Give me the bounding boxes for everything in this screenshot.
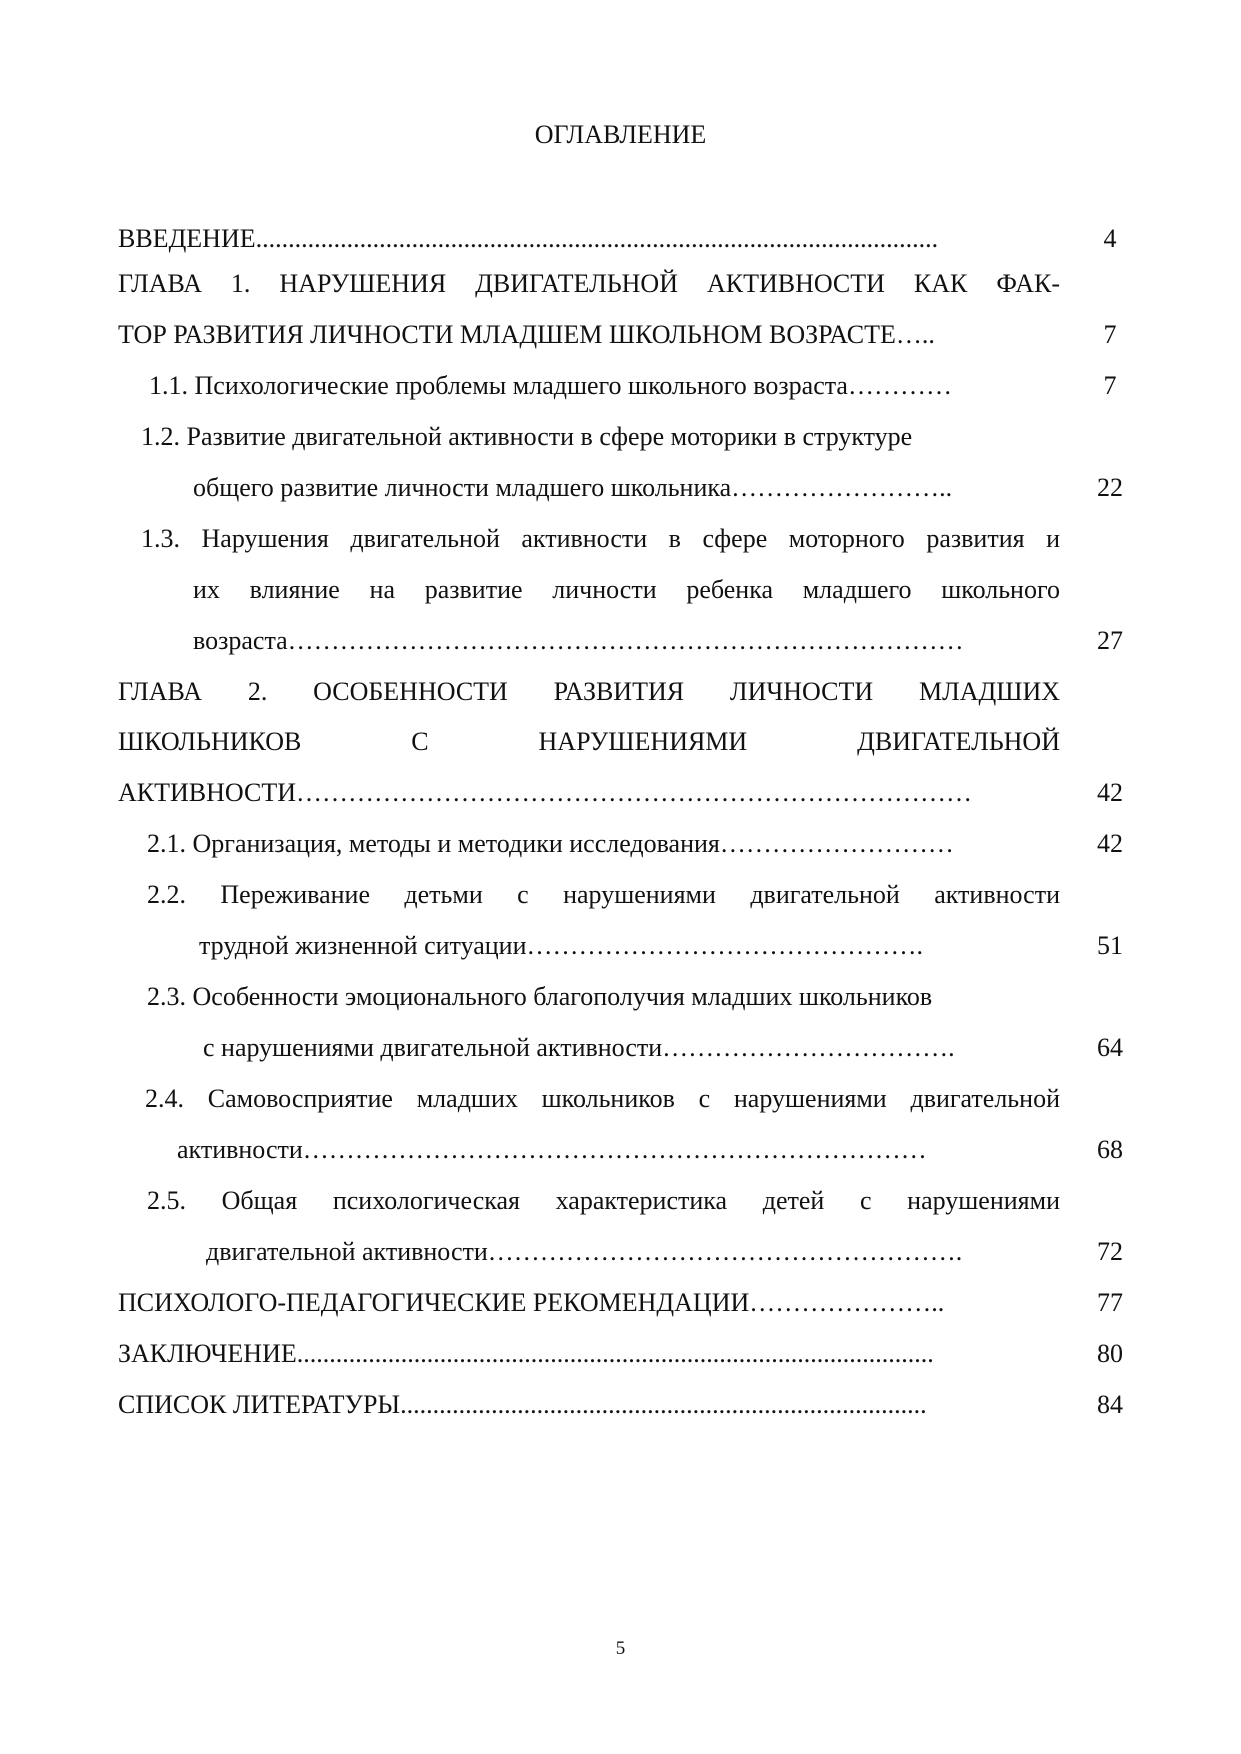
page-number: 5 [615,1638,626,1659]
toc-entry-conclusion-page: 80 [1097,1339,1123,1368]
toc-entry-intro-page: 4 [1103,224,1117,253]
toc-entry-section-1-2-line-2: общего развитие личности младшего школьника…………………….. [193,473,953,502]
toc-entry-section-2-1-page: 42 [1097,829,1123,858]
toc-entry-section-1-1-page: 7 [1103,371,1117,400]
toc-entry-conclusion-title: ЗАКЛЮЧЕНИЕ.................................................................................................. [118,1339,934,1368]
toc-entry-section-2-3-line-2: с нарушениями двигательной активности……………………………. [203,1033,955,1062]
toc-entry-references-title: СПИСОК ЛИТЕРАТУРЫ................................................................................. [118,1390,927,1419]
toc-entry-section-1-2-page: 22 [1097,473,1123,502]
toc-entry-section-2-4-line-2: активности……………………………………………………………… [177,1135,927,1164]
toc-entry-section-2-2-page: 51 [1097,931,1123,960]
toc-entry-section-1-3-line-3: возраста…………………………………………………………………… [193,626,964,655]
toc-entry-section-1-3-line-1: 1.3. Нарушения двигательной активности в сфере моторного развития и [141,524,1060,553]
toc-entry-section-1-3-line-2: их влияние на развитие личности ребенка младшего школьного [193,575,1060,604]
toc-entry-section-2-3-page: 64 [1097,1033,1123,1062]
toc-entry-section-1-1-title: 1.1. Психологические проблемы младшего школьного возраста………… [149,371,952,400]
toc-entry-chapter-2-line-1: ГЛАВА 2. ОСОБЕННОСТИ РАЗВИТИЯ ЛИЧНОСТИ МЛАДШИХ [118,677,1060,706]
toc-entry-section-2-2-line-2: трудной жизненной ситуации………………………………………. [199,931,924,960]
toc-entry-intro-title: ВВЕДЕНИЕ......................................................................................................... [118,224,939,253]
toc-entry-recommendations-title: ПСИХОЛОГО-ПЕДАГОГИЧЕСКИЕ РЕКОМЕНДАЦИИ………………….. [118,1288,945,1317]
toc-entry-chapter-2-line-3: АКТИВНОСТИ…………………………………………………………………… [118,778,972,807]
toc-entry-section-2-4-page: 68 [1097,1135,1123,1164]
toc-entry-section-2-5-page: 72 [1097,1237,1123,1266]
toc-entry-section-2-1-title: 2.1. Организация, методы и методики исследования……………………… [147,829,954,858]
toc-entry-chapter-1-page: 7 [1103,320,1117,349]
toc-entry-section-2-5-line-2: двигательной активности………………………………………………. [206,1237,963,1266]
toc-entry-recommendations-page: 77 [1097,1288,1123,1317]
toc-entry-section-1-2-line-1: 1.2. Развитие двигательной активности в сфере моторики в структуре [141,422,913,451]
toc-entry-chapter-1-line-1: ГЛАВА 1. НАРУШЕНИЯ ДВИГАТЕЛЬНОЙ АКТИВНОСТИ КАК ФАК- [118,269,1060,298]
toc-entry-chapter-1-line-2: ТОР РАЗВИТИЯ ЛИЧНОСТИ МЛАДШЕМ ШКОЛЬНОМ ВОЗРАСТЕ….. [118,320,935,349]
toc-entry-section-1-3-page: 27 [1097,626,1123,655]
toc-entry-section-2-2-line-1: 2.2. Переживание детьми с нарушениями двигательной активности [147,880,1060,909]
page-title: ОГЛАВЛЕНИЕ [534,120,707,149]
toc-entry-references-page: 84 [1097,1390,1123,1419]
toc-entry-section-2-5-line-1: 2.5. Общая психологическая характеристика детей с нарушениями [147,1186,1060,1215]
toc-entry-chapter-2-page: 42 [1097,778,1123,807]
toc-entry-section-2-4-line-1: 2.4. Самовосприятие младших школьников с нарушениями двигательной [145,1084,1060,1113]
toc-entry-section-2-3-line-1: 2.3. Особенности эмоционального благополучия младших школьников [147,982,933,1011]
toc-entry-chapter-2-line-2: ШКОЛЬНИКОВ С НАРУШЕНИЯМИ ДВИГАТЕЛЬНОЙ [118,727,1060,756]
